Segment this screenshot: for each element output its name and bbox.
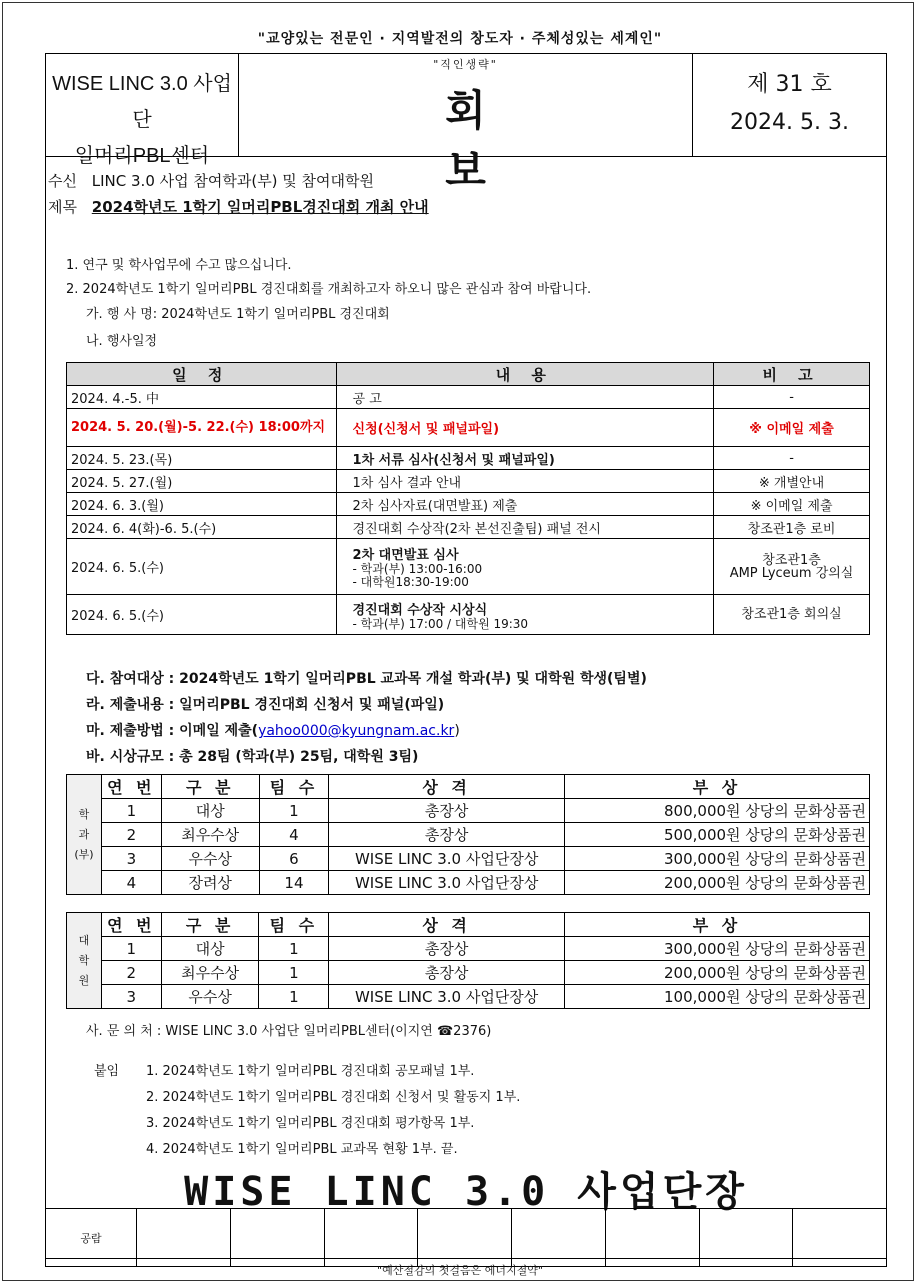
motto: "교양있는 전문인 · 지역발전의 창도자 · 주체성있는 세계인"	[257, 31, 663, 47]
schedule-date: 2024. 6. 4(화)-6. 5.(수)	[67, 516, 337, 539]
signature: WISE LINC 3.0 사업단장	[184, 1169, 748, 1215]
recipient-line	[48, 170, 374, 191]
prize-category: 최우수상	[161, 961, 259, 985]
approval-cell[interactable]	[699, 1209, 793, 1267]
schedule-sub-detail: - 학과(부) 13:00-16:00	[352, 562, 483, 576]
schedule-sub-detail: - 학과(부) 17:00 / 대학원 19:30	[352, 616, 529, 631]
prize-no: 1	[101, 937, 161, 961]
title-box	[239, 54, 692, 195]
prize-reward: 800,000원 상당의 문화상품권	[564, 799, 869, 823]
schedule-content: 1차 심사 결과 안내	[336, 470, 714, 493]
prize-col-category: 구 분	[161, 913, 259, 937]
paragraph-2: 2. 2024학년도 1학기 일머리PBL 경진대회를 개최하고자 하오니 많은 관심과 참여 바랍니다.	[66, 282, 592, 297]
recipient-value: LINC 3.0 사업 참여학과(부) 및 참여대학원	[91, 172, 375, 190]
dept-prize-table	[66, 774, 870, 895]
prize-reward: 200,000원 상당의 문화상품권	[564, 961, 869, 985]
table-row	[67, 847, 870, 871]
footer-slogan: "예산절감의 첫걸음은 에너지절약"	[377, 1264, 543, 1277]
prize-category: 최우수상	[161, 823, 259, 847]
prize-col-teams: 팀 수	[259, 775, 329, 799]
prize-category: 장려상	[161, 871, 259, 895]
prize-category: 대상	[161, 937, 259, 961]
table-row	[67, 799, 870, 823]
prize-teams: 4	[259, 823, 329, 847]
prize-reward: 300,000원 상당의 문화상품권	[564, 937, 869, 961]
schedule-content: 경진대회 수상작(2차 본선진출팀) 패널 전시	[336, 516, 714, 539]
schedule-content: 공 고	[336, 386, 714, 409]
submission-method-close: )	[454, 723, 460, 739]
contact-email-link[interactable]: yahoo000@kyungnam.ac.kr	[258, 723, 455, 739]
prize-no: 1	[101, 799, 161, 823]
attachment-item: 4. 2024학년도 1학기 일머리PBL 교과목 현황 1부. 끝.	[146, 1142, 458, 1157]
schedule-note: ※ 개별안내	[714, 470, 870, 493]
org-name: WISE LINC 3.0 사업단	[52, 73, 232, 131]
side-char: 학	[78, 953, 90, 967]
document-body	[45, 53, 887, 1259]
approval-cell[interactable]	[230, 1209, 324, 1267]
schedule-content: 2차 심사자료(대면발표) 제출	[336, 493, 714, 516]
issue-date: 2024. 5. 3.	[730, 110, 849, 135]
prize-reward: 200,000원 상당의 문화상품권	[564, 871, 869, 895]
table-row	[67, 985, 870, 1009]
table-row	[67, 493, 870, 516]
table-row	[67, 595, 870, 635]
subject-value: 2024학년도 1학기 일머리PBL경진대회 개최 안내	[91, 198, 429, 216]
prize-teams: 1	[259, 937, 329, 961]
schedule-date: 2024. 5. 27.(월)	[67, 470, 337, 493]
prize-award: WISE LINC 3.0 사업단장상	[329, 871, 565, 895]
table-row	[67, 447, 870, 470]
approval-table	[45, 1208, 887, 1267]
prize-award: WISE LINC 3.0 사업단장상	[329, 985, 565, 1009]
submission-method-line	[86, 720, 460, 740]
schedule-note: ※ 이메일 제출	[714, 409, 870, 447]
prize-col-reward: 부 상	[564, 775, 869, 799]
participants-line: 다. 참여대상 : 2024학년도 1학기 일머리PBL 교과목 개설 학과(부) 및 대학원 학생(팀별)	[86, 671, 647, 687]
schedule-note: ※ 이메일 제출	[714, 493, 870, 516]
prize-col-reward: 부 상	[564, 913, 869, 937]
schedule-date: 2024. 6. 5.(수)	[67, 595, 337, 635]
subject-label: 제목	[48, 198, 77, 216]
issue-number: 제 31 호	[747, 72, 832, 97]
prize-no: 2	[101, 961, 161, 985]
table-row	[67, 871, 870, 895]
schedule-col-content: 내 용	[336, 363, 714, 386]
table-row	[67, 409, 870, 447]
submission-method-label: 마. 제출방법 : 이메일 제출(	[86, 723, 259, 739]
schedule-note: 창조관1층 로비	[714, 516, 870, 539]
contact-line: 사. 문 의 처 : WISE LINC 3.0 사업단 일머리PBL센터(이지연 ☎2376)	[86, 1024, 492, 1039]
prize-award: 총장상	[329, 799, 565, 823]
approval-cell[interactable]	[324, 1209, 418, 1267]
schedule-heading: 나. 행사일정	[86, 334, 158, 349]
prize-teams: 1	[259, 799, 329, 823]
approval-cell[interactable]	[605, 1209, 699, 1267]
approval-cell[interactable]	[512, 1209, 606, 1267]
schedule-date: 2024. 4.-5. 中	[67, 386, 337, 409]
schedule-table	[66, 362, 870, 635]
paragraph-1: 1. 연구 및 학사업무에 수고 많으십니다.	[66, 258, 292, 273]
prize-reward: 500,000원 상당의 문화상품권	[564, 823, 869, 847]
prize-award: 총장상	[329, 823, 565, 847]
schedule-date: 2024. 6. 5.(수)	[67, 539, 337, 595]
schedule-sub-detail: - 대학원18:30-19:00	[352, 575, 469, 589]
table-row	[67, 386, 870, 409]
side-char: 대	[78, 933, 90, 947]
attachment-label: 붙임	[94, 1064, 120, 1079]
prize-col-teams: 팀 수	[259, 913, 329, 937]
approval-cell[interactable]	[418, 1209, 512, 1267]
issue-box	[692, 54, 886, 156]
table-row	[67, 539, 870, 595]
schedule-note: -	[714, 386, 870, 409]
award-scale-line: 바. 시상규모 : 총 28팀 (학과(부) 25팀, 대학원 3팀)	[86, 749, 419, 765]
subject-line	[48, 196, 429, 217]
prize-teams: 1	[259, 985, 329, 1009]
grad-prize-table	[66, 912, 870, 1009]
schedule-content: 신청(신청서 및 패널파일)	[336, 409, 714, 447]
prize-category: 대상	[161, 799, 259, 823]
schedule-note: -	[714, 447, 870, 470]
approval-row	[46, 1209, 887, 1267]
prize-col-award: 상 격	[329, 913, 565, 937]
attachment-item: 2. 2024학년도 1학기 일머리PBL 경진대회 신청서 및 활동지 1부.	[146, 1090, 521, 1105]
schedule-content: 2차 대면발표 심사	[352, 548, 459, 563]
submission-content-line: 라. 제출내용 : 일머리PBL 경진대회 신청서 및 패널(파일)	[86, 697, 445, 713]
side-char: 원	[78, 973, 90, 987]
prize-header-row	[67, 775, 870, 799]
table-row	[67, 516, 870, 539]
prize-col-award: 상 격	[329, 775, 565, 799]
schedule-date: 2024. 5. 23.(목)	[67, 447, 337, 470]
approval-label: 공람	[46, 1209, 137, 1267]
table-row	[67, 470, 870, 493]
approval-cell[interactable]	[137, 1209, 231, 1267]
table-row	[67, 823, 870, 847]
schedule-content: 경진대회 수상작 시상식	[352, 602, 488, 618]
schedule-header-row	[67, 363, 870, 386]
prize-no: 4	[101, 871, 161, 895]
prize-no: 2	[101, 823, 161, 847]
side-char: 학	[78, 807, 90, 821]
schedule-note: 창조관1층	[762, 552, 821, 568]
prize-teams: 1	[259, 961, 329, 985]
prize-reward: 300,000원 상당의 문화상품권	[564, 847, 869, 871]
schedule-note-detail: AMP Lyceum 강의실	[729, 565, 854, 581]
organization-box	[46, 54, 239, 167]
side-char: (부)	[74, 847, 94, 861]
prize-award: 총장상	[329, 937, 565, 961]
prize-col-category: 구 분	[161, 775, 259, 799]
seal-omitted-note: "직인생략"	[433, 58, 498, 71]
schedule-note: 창조관1층 회의실	[714, 595, 870, 635]
attachment-item: 1. 2024학년도 1학기 일머리PBL 경진대회 공모패널 1부.	[146, 1064, 475, 1079]
schedule-date: 2024. 6. 3.(월)	[67, 493, 337, 516]
prize-award: 총장상	[329, 961, 565, 985]
table-row	[67, 937, 870, 961]
prize-category: 우수상	[161, 985, 259, 1009]
prize-no: 3	[101, 847, 161, 871]
attachment-item: 3. 2024학년도 1학기 일머리PBL 경진대회 평가항목 1부.	[146, 1116, 475, 1131]
schedule-content: 1차 서류 심사(신청서 및 패널파일)	[336, 447, 714, 470]
approval-cell[interactable]	[793, 1209, 887, 1267]
prize-teams: 14	[259, 871, 329, 895]
document-title: 회 보	[445, 86, 576, 195]
org-center: 일머리PBL센터	[74, 145, 210, 167]
grad-side-label	[67, 913, 102, 1009]
prize-col-no: 연 번	[101, 913, 161, 937]
event-name: 가. 행 사 명: 2024학년도 1학기 일머리PBL 경진대회	[86, 307, 390, 322]
prize-award: WISE LINC 3.0 사업단장상	[329, 847, 565, 871]
prize-teams: 6	[259, 847, 329, 871]
prize-reward: 100,000원 상당의 문화상품권	[564, 985, 869, 1009]
dept-side-label	[67, 775, 102, 895]
prize-category: 우수상	[161, 847, 259, 871]
schedule-date: 2024. 5. 20.(월)-5. 22.(수) 18:00까지	[67, 409, 337, 447]
schedule-col-note: 비 고	[714, 363, 870, 386]
prize-no: 3	[101, 985, 161, 1009]
prize-header-row	[67, 913, 870, 937]
table-row	[67, 961, 870, 985]
recipient-label: 수신	[48, 172, 77, 190]
schedule-col-date: 일 정	[67, 363, 337, 386]
side-char: 과	[78, 827, 90, 841]
prize-col-no: 연 번	[101, 775, 161, 799]
